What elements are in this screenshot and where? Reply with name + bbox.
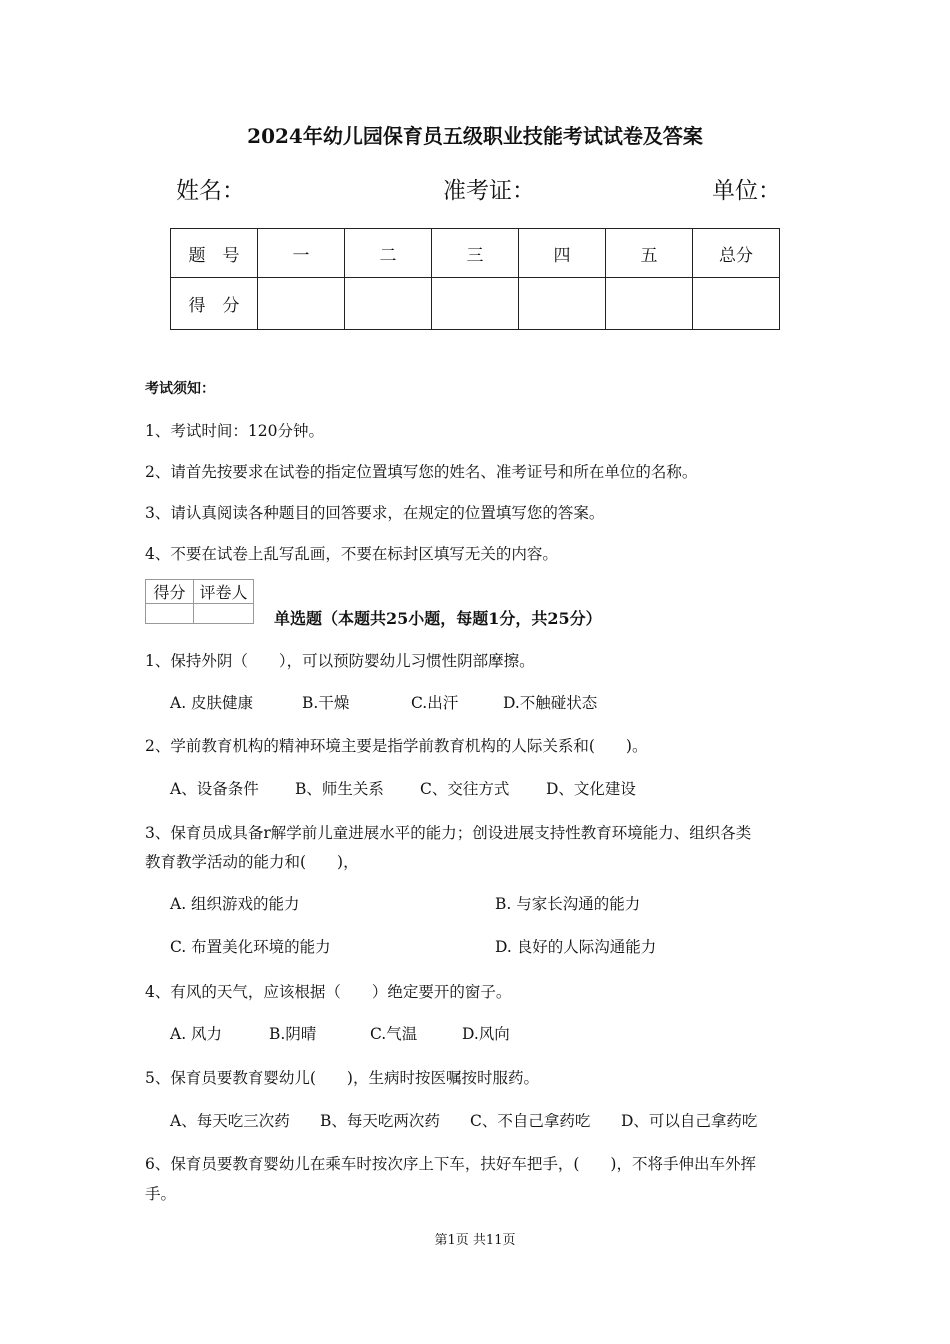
score-input-cell[interactable] — [432, 278, 519, 330]
question-option: D、可以自己拿药吃 — [621, 1112, 758, 1130]
question-option: B. 与家长沟通的能力 — [495, 895, 641, 913]
question-stem: 6、保育员要教育婴幼儿在乘车时按次序上下车，扶好车把手，( )，不将手伸出车外挥 — [145, 1155, 756, 1173]
score-header-cell: 一 — [258, 229, 345, 278]
question-stem: 2、学前教育机构的精神环境主要是指学前教育机构的人际关系和( )。 — [145, 737, 648, 755]
score-header-cell: 二 — [345, 229, 432, 278]
score-input-cell[interactable] — [345, 278, 432, 330]
question-stem: 1、保持外阴（ ），可以预防婴幼儿习惯性阴部摩擦。 — [145, 652, 535, 670]
question-option: A. 风力 — [170, 1025, 223, 1043]
question-stem: 4、有风的天气，应该根据（ ）绝定要开的窗子。 — [145, 983, 512, 1001]
question-option: B.阴晴 — [269, 1025, 317, 1043]
name-label: 姓名： — [176, 178, 245, 204]
notice-item: 2、请首先按要求在试卷的指定位置填写您的姓名、准考证号和所在单位的名称。 — [145, 463, 698, 481]
question-option: C、不自己拿药吃 — [470, 1112, 591, 1130]
score-header-cell: 三 — [432, 229, 519, 278]
notice-item: 1、考试时间：120分钟。 — [145, 422, 324, 440]
question-option: A、每天吃三次药 — [170, 1112, 290, 1130]
question-option: C. 布置美化环境的能力 — [170, 938, 331, 956]
question-stem: 5、保育员要教育婴幼儿( )，生病时按医嘱按时服药。 — [145, 1069, 539, 1087]
question-stem-continued: 教育教学活动的能力和( )， — [145, 853, 359, 871]
score-header-cell: 五 — [606, 229, 693, 278]
grader-name-cell[interactable] — [194, 604, 254, 624]
score-input-cell[interactable] — [693, 278, 780, 330]
question-option: B.干燥 — [302, 694, 350, 712]
question-option: A、设备条件 — [170, 780, 259, 798]
question-option: B、师生关系 — [295, 780, 384, 798]
question-option: D、文化建设 — [546, 780, 636, 798]
question-option: D. 良好的人际沟通能力 — [495, 938, 657, 956]
score-header-cell: 总分 — [693, 229, 780, 278]
score-table — [170, 228, 780, 330]
score-header-cell: 题 号 — [171, 229, 258, 278]
grader-score-label: 得分 — [146, 580, 194, 604]
score-header-cell: 四 — [519, 229, 606, 278]
notice-item: 3、请认真阅读各种题目的回答要求，在规定的位置填写您的答案。 — [145, 504, 605, 522]
grader-box — [145, 579, 254, 624]
score-input-cell[interactable] — [258, 278, 345, 330]
grader-name-label: 评卷人 — [194, 580, 254, 604]
question-option: D.风向 — [462, 1025, 510, 1043]
section-title: 单选题（本题共25小题，每题1分，共25分） — [274, 609, 602, 628]
notice-heading: 考试须知： — [145, 381, 215, 397]
page-title: 2024年幼儿园保育员五级职业技能考试试卷及答案 — [247, 124, 703, 148]
question-option: D.不触碰状态 — [503, 694, 598, 712]
score-table-header-row — [171, 229, 780, 278]
question-option: C.气温 — [370, 1025, 418, 1043]
grader-score-cell[interactable] — [146, 604, 194, 624]
question-stem-continued: 手。 — [145, 1185, 177, 1203]
notice-item: 4、不要在试卷上乱写乱画，不要在标封区填写无关的内容。 — [145, 545, 558, 563]
question-option: B、每天吃两次药 — [320, 1112, 440, 1130]
score-input-cell[interactable] — [606, 278, 693, 330]
score-row-label: 得 分 — [171, 278, 258, 330]
exam-id-label: 准考证： — [443, 178, 535, 204]
question-option: C、交往方式 — [420, 780, 510, 798]
question-option: A. 皮肤健康 — [170, 694, 254, 712]
page-number: 第1页 共11页 — [434, 1233, 516, 1248]
question-option: C.出汗 — [411, 694, 459, 712]
question-stem: 3、保育员成具备r解学前儿童进展水平的能力；创设进展支持性教育环境能力、组织各类 — [145, 824, 752, 842]
score-input-cell[interactable] — [519, 278, 606, 330]
question-option: A. 组织游戏的能力 — [170, 895, 300, 913]
unit-label: 单位： — [712, 178, 781, 204]
score-table-score-row — [171, 278, 780, 330]
